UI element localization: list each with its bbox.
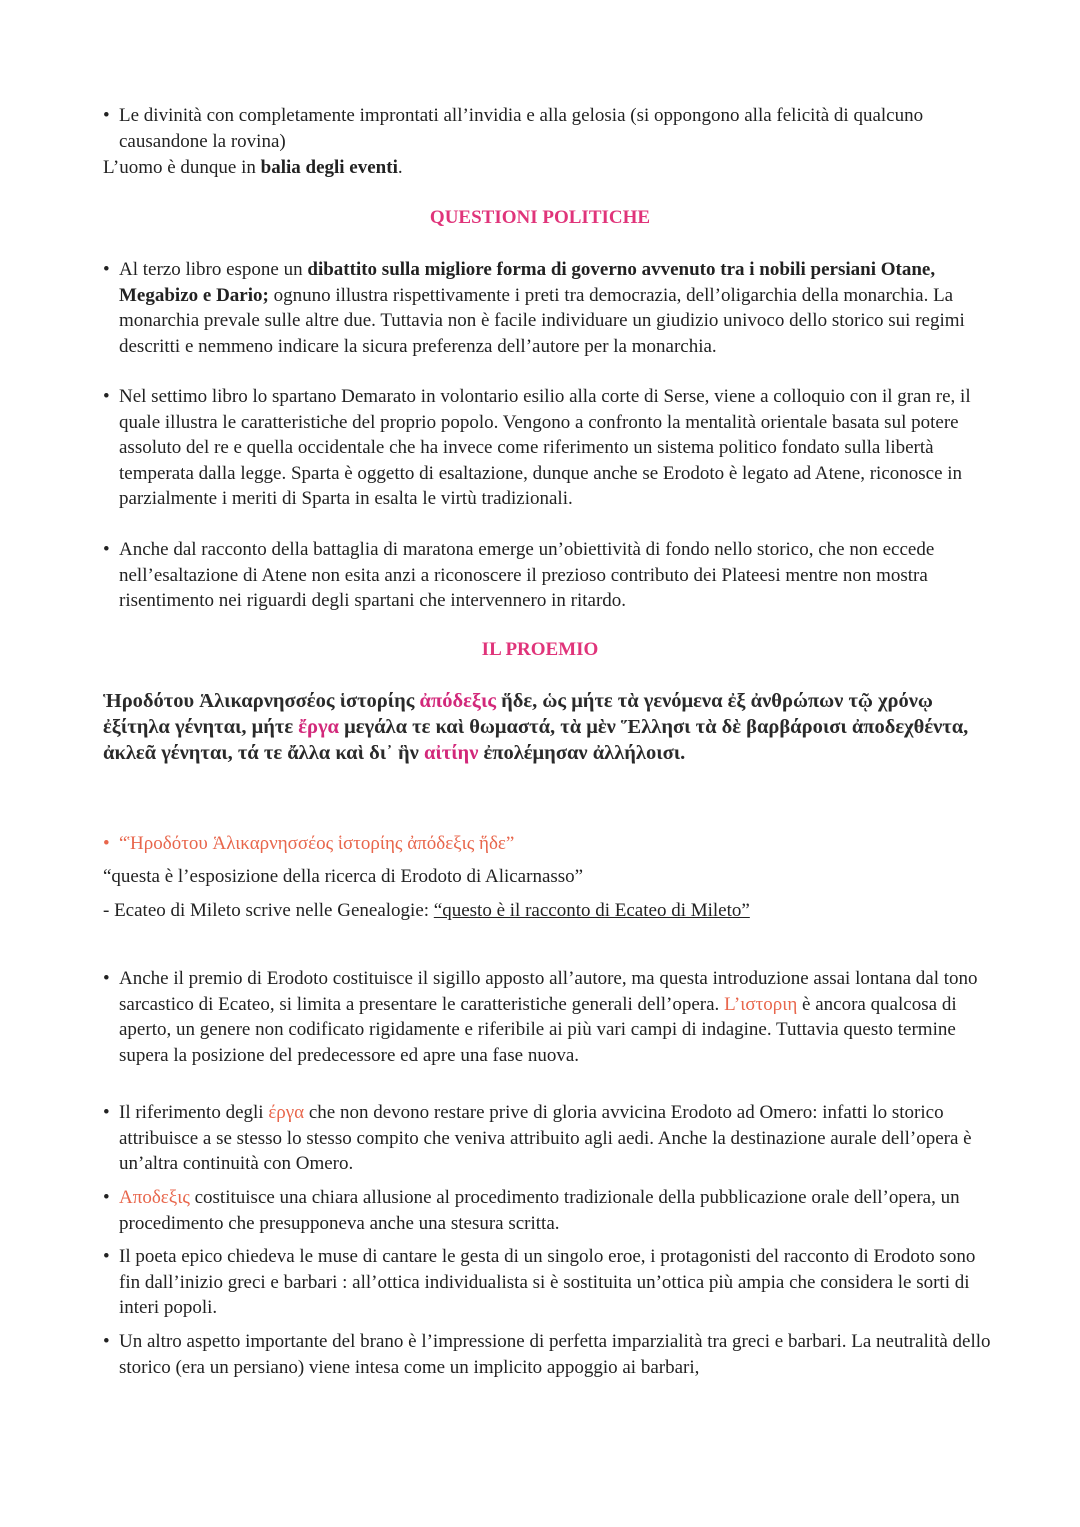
bullet-text-cont: che non devono restare prive di gloria avvicina Erodoto ad Omero: infatti lo storico attribuisce a se stesso lo stesso compito che veniva attribuito agli aedi. Anche la destinazione aurale dell’opera è un’altra continuità con Omero.	[119, 1102, 972, 1174]
bullet-text-cont: è ancora qualcosa di aperto, un genere non codificato rigidamente e riferibile ai più vari campi di indagine. Tuttavia questo termine supera la posizione del predecessore ed apre una fase nuova.	[119, 993, 957, 1066]
bullet-text-cont: ognuno illustra rispettivamente i preti tra democrazia, dell’oligarchia della monarchia. La monarchia prevale sulle altre due. Tuttavia non è facile individuare un giudizio univoco dello storico sui regimi descritti e nemmeno indicare la sicura preferenza dell’autore per la monarchia.	[119, 284, 965, 357]
greek-highlight-erga: ἔργα	[298, 716, 339, 738]
bullet-dot: •	[103, 1331, 110, 1352]
conclusion-pre: L’uomo è dunque in	[103, 157, 261, 178]
greek-part: ἐπολέμησαν ἀλλήλοισι.	[478, 742, 686, 764]
greek-highlight-apodexis: ἀπόδεξις	[419, 690, 497, 712]
bullet-text: Il poeta epico chiedeva le muse di cantare le gesta di un singolo eroe, i protagonisti del racconto di Erodoto sono fin dall’inizio greci e barbari : all’ottica individualista si è sostituita un’ottica più ampia che considera le sorti di interi popoli.	[119, 1246, 976, 1318]
bullet-dot: •	[103, 386, 110, 407]
highlight-apodexis: Αποδεξις	[119, 1187, 190, 1208]
bullet-text: Un altro aspetto importante del brano è l’impressione di perfetta imparzialità tra greci e barbari. La neutralità dello storico (era un persiano) viene intesa come un implicito appoggio ai barbari,	[119, 1331, 991, 1378]
bullet-erga	[103, 1100, 994, 1177]
conclusion-line	[103, 155, 983, 181]
greek-highlight-aitien: αἰτίην	[423, 742, 479, 764]
ecateo-line	[103, 898, 983, 924]
quote-translation: “questa è l’esposizione della ricerca di Erodoto di Alicarnasso”	[103, 866, 584, 887]
bullet-text: Anche il premio di Erodoto costituisce il sigillo apposto all’autore, ma questa introduzione assai lontana dal tono sarcastico di Ecateo, si limita a presentare le caratteristiche generali dell’opera.	[119, 968, 978, 1015]
conclusion-post: .	[397, 157, 403, 178]
greek-part: ἥδε, ὡς μήτε τὰ γενόμενα ἐξ ἀνθρώπων τῷ χρόνῳ ἐξίτηλα γένηται, μήτε	[103, 690, 933, 738]
bullet-dibattito	[103, 257, 994, 359]
bullet-demarato	[103, 384, 994, 512]
greek-part: Ἡροδότου Ἁλικαρνησσέος ἱστορίης	[103, 690, 420, 712]
section-title-questioni-politiche: QUESTIONI POLITICHE	[429, 207, 651, 228]
bullet-imparzialita	[103, 1329, 994, 1380]
bullet-text: Al terzo libro espone un	[119, 259, 308, 280]
bullet-bold: dibattito sulla migliore forma di governo avvenuto tra i nobili persiani Otane, Megabizo e Dario;	[119, 259, 936, 306]
ecateo-pre: - Ecateo di Mileto scrive nelle Genealogie:	[103, 900, 434, 921]
bullet-dot: •	[103, 833, 110, 854]
bullet-premio	[103, 966, 994, 1068]
bullet-maratona	[103, 537, 994, 614]
bullet-dot: •	[103, 539, 110, 560]
bullet-dot: •	[103, 259, 110, 280]
quote-greek-text: “Ἡροδότου Ἁλικαρνησσέος ἱστορίης ἀπόδεξις ἥδε”	[119, 833, 515, 854]
bullet-text: costituisce una chiara allusione al procedimento tradizionale della pubblicazione orale dell’opera, un procedimento che presupponeva anche una stesura scritta.	[119, 1187, 960, 1234]
ecateo-quote: “questo è il racconto di Ecateo di Mileto”	[433, 900, 750, 921]
highlight-erga: έργα	[268, 1102, 305, 1123]
greek-proem-text	[103, 688, 983, 766]
bullet-text: Anche dal racconto della battaglia di maratona emerge un’obiettività di fondo nello storico, che non eccede nell’esaltazione di Atene non esita anzi a riconoscere il prezioso contributo dei Plateesi mentre non mostra risentimento nei riguardi degli spartani che intervennero in ritardo.	[119, 539, 935, 611]
bullet-dot: •	[103, 968, 110, 989]
bullet-dot: •	[103, 1246, 110, 1267]
bullet-dot: •	[103, 105, 110, 126]
bullet-apodexis	[103, 1185, 994, 1236]
bullet-divinita	[103, 103, 994, 154]
bullet-dot: •	[103, 1102, 110, 1123]
bullet-text: Nel settimo libro lo spartano Demarato in volontario esilio alla corte di Serse, viene a colloquio con il gran re, il quale illustra le caratteristiche del proprio popolo. Vengono a confronto la mentalità orientale basata sul potere assoluto del re e quella occidentale che ha invece come riferimento un sistema politico fondato sulla libertà temperata dalla legge. Sparta è oggetto di esaltazione, dunque anche se Erodoto è legato ad Atene, riconosce in parzialmente i meriti di Sparta in esalta le virtù tradizionali.	[119, 386, 971, 509]
bullet-text: Il riferimento degli	[119, 1102, 269, 1123]
bullet-text: Le divinità con completamente improntati all’invidia e alla gelosia (si oppongono alla felicità di qualcuno causandone la rovina)	[119, 105, 924, 152]
section-title-proemio: IL PROEMIO	[481, 639, 599, 660]
conclusion-bold: balia degli eventi	[260, 157, 398, 178]
highlight-istorie: L’ιστοριη	[724, 993, 798, 1015]
bullet-poeta-epico	[103, 1244, 994, 1321]
bullet-quote-greek	[103, 831, 994, 857]
greek-part: μεγάλα τε καὶ θωμαστά, τὰ μὲν Ἕλλησι τὰ δὲ βαρβάροισι ἀποδεχθέντα, ἀκλεᾶ γένηται, τά τε ἄλλα καὶ δι᾽ ἣν	[103, 716, 969, 764]
bullet-dot: •	[103, 1187, 110, 1208]
